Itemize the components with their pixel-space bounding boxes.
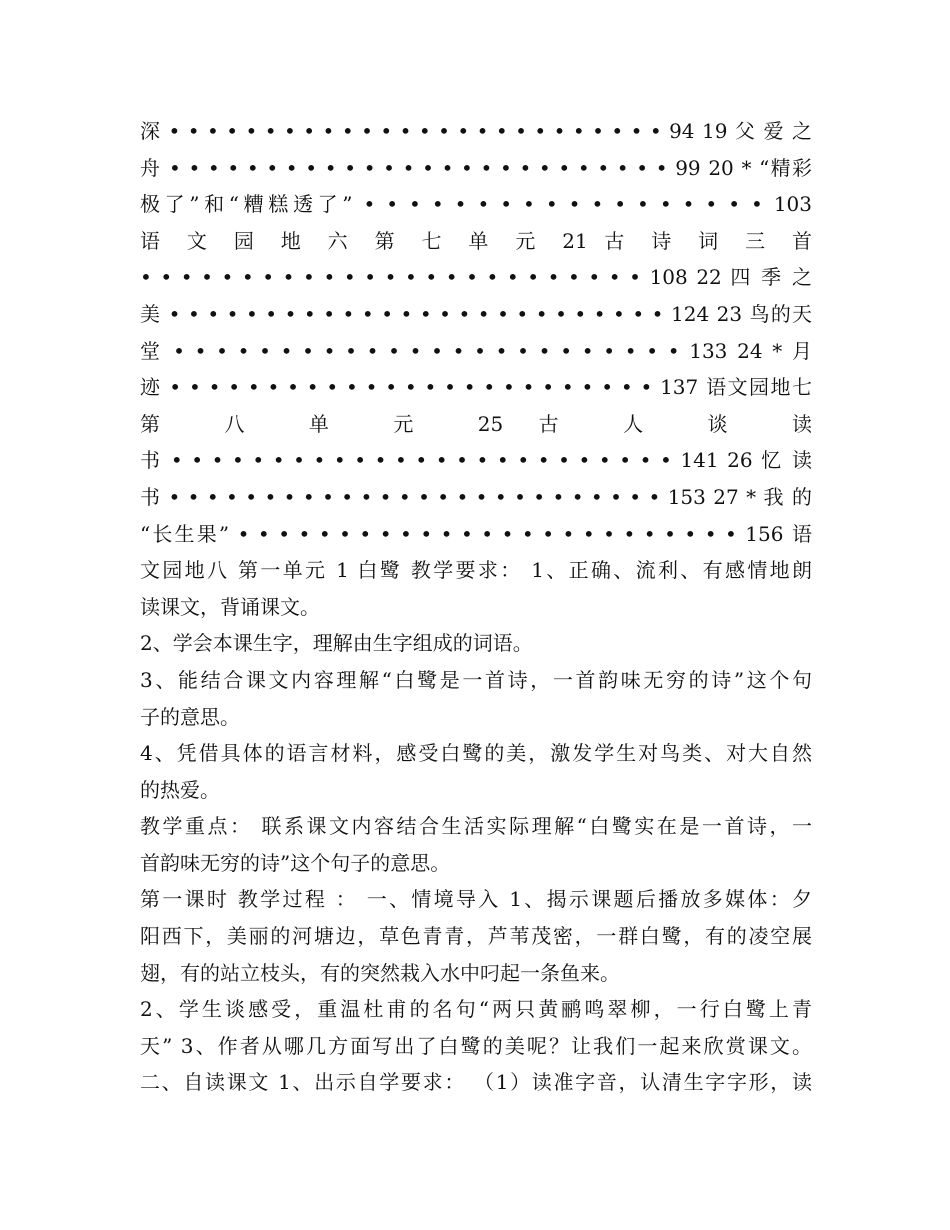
body-line: 阳西下，美丽的河塘边，草色青青，芦苇茂密，一群白鹭，有的凌空展 (140, 924, 812, 949)
body-line: 教学重点： 联系课文内容结合生活实际理解“白鹭实在是一首诗，一 (140, 814, 812, 839)
toc-line: 舟 • • • • • • • • • • • • • • • • • • • • • • • • • • 99 20 * “精彩 (140, 155, 812, 180)
body-line: 4、凭借具体的语言材料，感受白鹭的美，激发学生对鸟类、对大自然 (140, 741, 812, 766)
document-body (140, 113, 812, 1101)
body-line: 首韵味无穷的诗”这个句子的意思。 (140, 850, 451, 875)
toc-line: 语 文 园 地 六 第 七 单 元 21 古 诗 词 三 首 (140, 228, 812, 253)
body-line: 2、学会本课生字，理解由生字组成的词语。 (140, 631, 533, 656)
body-line: 子的意思。 (140, 704, 240, 729)
body-line: 天” 3、作者从哪几方面写出了白鹭的美呢？让我们一起来欣赏课文。 (140, 1033, 812, 1058)
toc-line: “长生果” • • • • • • • • • • • • • • • • • • • • • • • • • 156 语 (140, 521, 812, 546)
toc-line: 第 八 单 元 25 古 人 谈 读 (140, 411, 812, 436)
body-line: 2、学生谈感受，重温杜甫的名句“两只黄鹂鸣翠柳，一行白鹭上青 (140, 997, 812, 1022)
toc-line: • • • • • • • • • • • • • • • • • • • • • • • • • 108 22 四 季 之 (140, 265, 812, 290)
body-line: 读课文，背诵课文。 (140, 594, 320, 619)
toc-line: 书 • • • • • • • • • • • • • • • • • • • • • • • • • 141 26 忆 读 (140, 448, 812, 473)
toc-line: 堂 • • • • • • • • • • • • • • • • • • • • • • • • 133 24 * 月 (140, 338, 812, 363)
toc-line: 深 • • • • • • • • • • • • • • • • • • • • • • • • • • 94 19 父 爱 之 (140, 119, 812, 143)
toc-line: 极了”和“糟糕透了” • • • • • • • • • • • • • • • • • • 103 (140, 192, 812, 217)
body-line: 文园地八 第一单元 1 白鹭 教学要求： 1、正确、流利、有感情地朗 (140, 558, 812, 583)
body-line: 的热爱。 (140, 777, 220, 802)
body-line: 第一课时 教学过程 ： 一、情境导入 1、揭示课题后播放多媒体：夕 (140, 887, 812, 912)
body-line: 翅，有的站立枝头，有的突然栽入水中叼起一条鱼来。 (140, 960, 620, 985)
toc-line: 迹 • • • • • • • • • • • • • • • • • • • • • • • • • 137 语文园地七 (140, 375, 812, 400)
toc-line: 美 • • • • • • • • • • • • • • • • • • • • • • • • • • 124 23 鸟的天 (140, 301, 812, 326)
body-line: 3、能结合课文内容理解“白鹭是一首诗，一首韵味无穷的诗”这个句 (140, 667, 812, 692)
toc-line: 书 • • • • • • • • • • • • • • • • • • • • • • • • • • 153 27 * 我 的 (140, 484, 812, 509)
body-line: 二、自读课文 1、出示自学要求： （1）读准字音，认清生字字形，读 (140, 1070, 812, 1095)
